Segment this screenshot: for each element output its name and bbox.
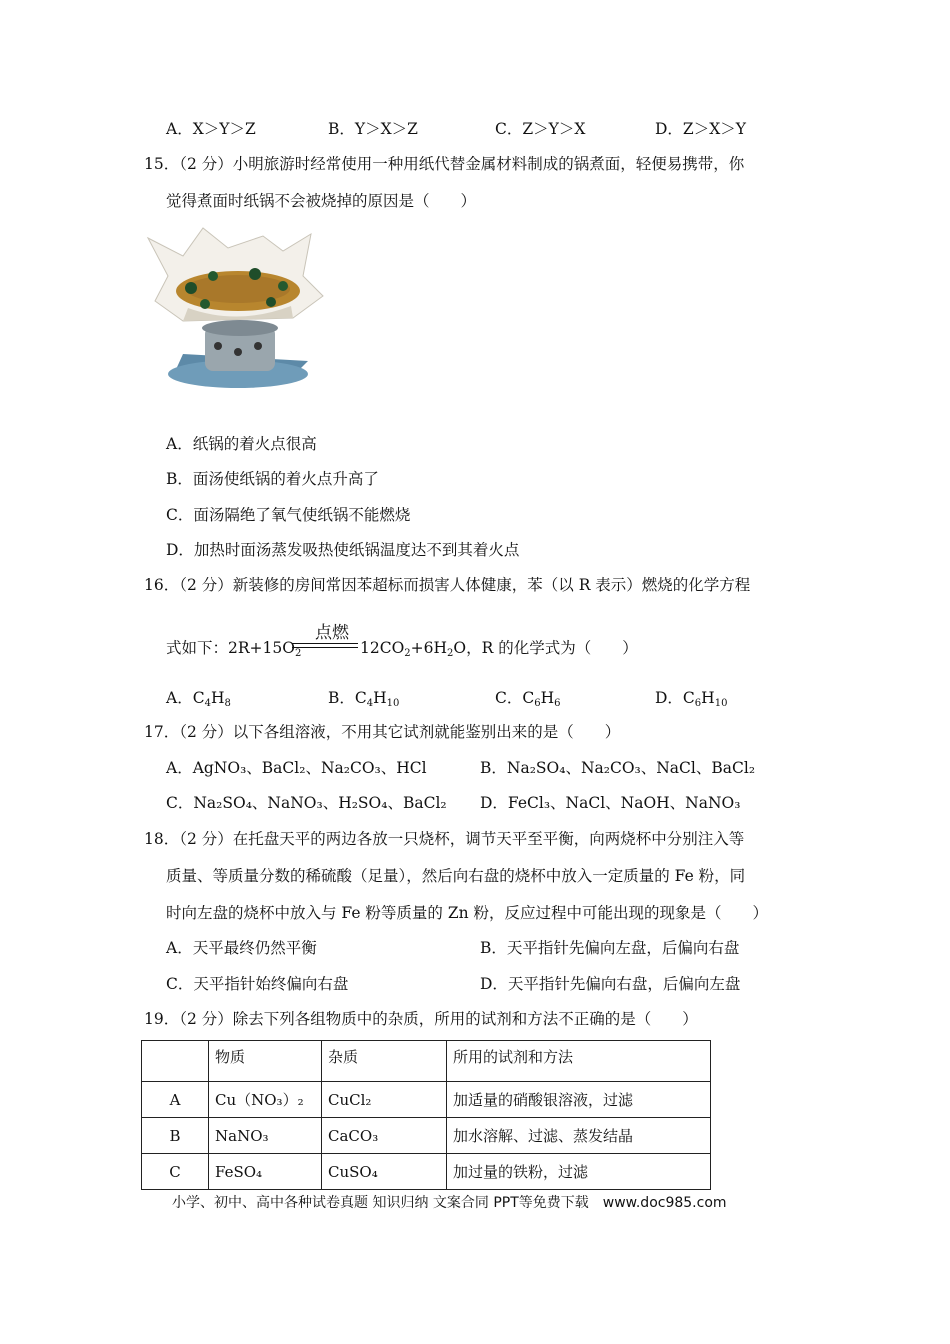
- q15-option-c: C．面汤隔绝了氧气使纸锅不能燃烧: [166, 506, 411, 524]
- table-cell: FeSO₄: [209, 1154, 322, 1190]
- q16-option-b: B．$C_4H_{10}$: [328, 689, 400, 709]
- table-row: [142, 1154, 711, 1190]
- q18-option-b: B．天平指针先偏向左盘，后偏向右盘: [480, 939, 740, 957]
- table-cell: B: [142, 1118, 209, 1154]
- table-header-cell: [142, 1041, 209, 1082]
- table-row: [142, 1082, 711, 1118]
- table-row: [142, 1118, 711, 1154]
- q17-option-c: C．Na₂SO₄、NaNO₃、H₂SO₄、BaCl₂: [166, 794, 447, 812]
- q17-option-b: B．Na₂SO₄、Na₂CO₃、NaCl、BaCl₂: [480, 759, 756, 777]
- table-cell: CaCO₃: [322, 1118, 447, 1154]
- table-cell: C: [142, 1154, 209, 1190]
- q16-equation-left: 式如下：$2R+15O_2$: [166, 639, 302, 659]
- table-header-cell: 所用的试剂和方法: [447, 1041, 711, 1082]
- q16-option-d: D．$C_6H_{10}$: [655, 689, 728, 709]
- q15-option-b: B．面汤使纸锅的着火点升高了: [166, 470, 379, 488]
- q15-option-a: A．纸锅的着火点很高: [166, 435, 317, 453]
- q15-stem-line1: 15．（2 分）小明旅游时经常使用一种用纸代替金属材料制成的锅煮面，轻便易携带，你: [144, 155, 745, 173]
- q19-table: [141, 1040, 711, 1190]
- table-cell: 加适量的硝酸银溶液，过滤: [447, 1082, 711, 1118]
- table-cell: CuSO₄: [322, 1154, 447, 1190]
- table-cell: A: [142, 1082, 209, 1118]
- q17-stem: 17．（2 分）以下各组溶液，不用其它试剂就能鉴别出来的是（ ）: [144, 723, 621, 741]
- q16-stem-line1: 16．（2 分）新装修的房间常因苯超标而损害人体健康，苯（以 R 表示）燃烧的化学方程: [144, 576, 751, 594]
- q18-option-d: D．天平指针先偏向右盘，后偏向左盘: [480, 975, 741, 993]
- q18-stem-line2: 质量、等质量分数的稀硫酸（足量），然后向右盘的烧杯中放入一定质量的 Fe 粉，同: [166, 867, 746, 885]
- q16-option-a: A．$C_4H_8$: [166, 689, 231, 709]
- q18-option-a: A．天平最终仍然平衡: [166, 939, 317, 957]
- q14-option-c: C．Z＞Y＞X: [495, 120, 586, 138]
- table-cell: 加过量的铁粉，过滤: [447, 1154, 711, 1190]
- page-footer: 小学、初中、高中各种试卷真题 知识归纳 文案合同 PPT等免费下载 www.doc985.com: [172, 1195, 727, 1211]
- table-cell: 加水溶解、过滤、蒸发结晶: [447, 1118, 711, 1154]
- q17-option-d: D．FeCl₃、NaCl、NaOH、NaNO₃: [480, 794, 741, 812]
- q14-option-d: D．Z＞X＞Y: [655, 120, 746, 138]
- q15-option-d: D．加热时面汤蒸发吸热使纸锅温度达不到其着火点: [166, 541, 520, 559]
- table-header-cell: 物质: [209, 1041, 322, 1082]
- q18-option-c: C．天平指针始终偏向右盘: [166, 975, 349, 993]
- q17-option-a: A．AgNO₃、BaCl₂、Na₂CO₃、HCl: [166, 759, 427, 777]
- q15-stem-line2: 觉得煮面时纸锅不会被烧掉的原因是（ ）: [166, 192, 477, 210]
- q16-option-c: C．$C_6H_6$: [495, 689, 561, 709]
- q19-stem: 19．（2 分）除去下列各组物质中的杂质，所用的试剂和方法不正确的是（ ）: [144, 1010, 698, 1028]
- table-cell: NaNO₃: [209, 1118, 322, 1154]
- table-cell: CuCl₂: [322, 1082, 447, 1118]
- table-cell: Cu（NO₃）₂: [209, 1082, 322, 1118]
- q14-option-b: B．Y＞X＞Z: [328, 120, 418, 138]
- equation-line-bottom: [292, 647, 358, 648]
- q16-equation-right: $12CO_2+6H_2O$，R 的化学式为（ ）: [360, 639, 638, 659]
- q14-option-a: A．X＞Y＞Z: [166, 120, 256, 138]
- equation-line-top: [292, 643, 358, 644]
- reaction-condition: 点燃: [315, 623, 349, 643]
- q18-stem-line1: 18．（2 分）在托盘天平的两边各放一只烧杯，调节天平至平衡，向两烧杯中分别注入等: [144, 830, 745, 848]
- table-header-cell: 杂质: [322, 1041, 447, 1082]
- table-header-row: [142, 1041, 711, 1082]
- q18-stem-line3: 时向左盘的烧杯中放入与 Fe 粉等质量的 Zn 粉，反应过程中可能出现的现象是（ ）: [166, 904, 769, 922]
- paper-pot-photo: [143, 226, 326, 406]
